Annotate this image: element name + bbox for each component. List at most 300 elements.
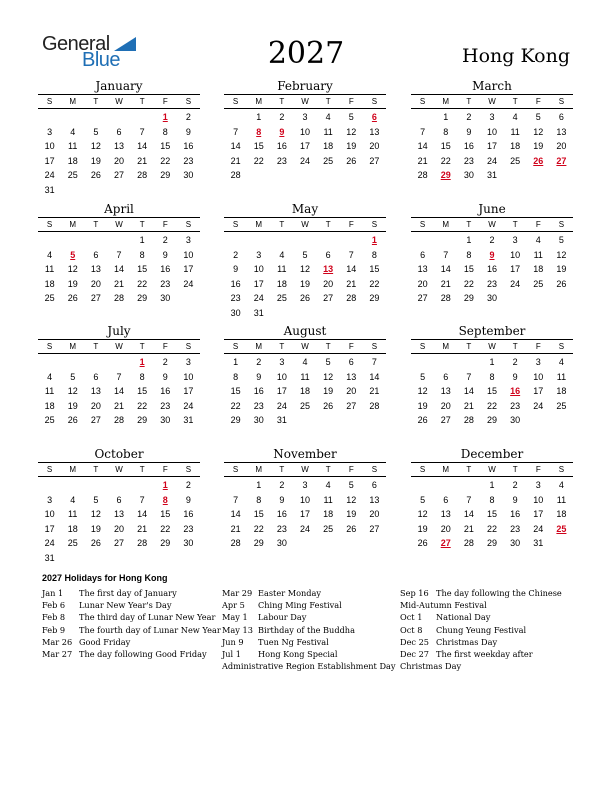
day-cell: 29 <box>160 538 171 549</box>
holiday-date: Dec 25 <box>400 636 430 647</box>
day-cell: 7 <box>420 126 426 137</box>
day-cell: 21 <box>137 155 148 166</box>
day-cell: 23 <box>276 523 287 534</box>
day-cell: 29 <box>137 293 148 304</box>
day-cell: 16 <box>183 509 194 520</box>
weekday-header <box>224 217 386 232</box>
holiday-day-cell: 1 <box>162 112 168 122</box>
day-cell: 10 <box>299 126 310 137</box>
day-cell: 23 <box>463 155 474 166</box>
day-cell: 20 <box>90 278 101 289</box>
day-cell: 6 <box>558 112 564 122</box>
holiday-name: Easter Monday <box>258 588 322 598</box>
day-cell: 16 <box>463 141 474 152</box>
day-cell: 13 <box>90 386 101 397</box>
holiday-date: Jan 1 <box>42 588 64 598</box>
holiday-name: The day following Good Friday <box>79 649 207 660</box>
weekday-header <box>411 217 573 232</box>
day-cell: 18 <box>323 141 334 152</box>
weekday-label: M <box>255 465 263 474</box>
day-cell: 6 <box>93 249 99 260</box>
day-cell: 27 <box>440 415 451 426</box>
day-cell: 21 <box>113 400 124 411</box>
weekday-label: F <box>535 220 541 229</box>
day-cell: 23 <box>230 293 241 304</box>
logo-text-general: General <box>42 33 110 55</box>
day-cell: 25 <box>67 170 78 181</box>
day-cell: 25 <box>299 400 310 411</box>
month-title: April <box>104 202 134 216</box>
day-cell: 12 <box>556 249 567 260</box>
day-cell: 11 <box>300 371 310 382</box>
holiday-item <box>222 648 398 672</box>
day-cell: 23 <box>183 155 194 166</box>
weekday-header <box>411 94 573 109</box>
day-cell: 29 <box>369 293 380 304</box>
day-cell: 13 <box>90 264 101 275</box>
day-cell: 16 <box>230 278 241 289</box>
day-cell: 22 <box>486 523 497 534</box>
day-blank <box>38 233 61 248</box>
day-cell: 17 <box>299 141 310 152</box>
day-cell: 14 <box>369 371 380 382</box>
day-cell: 26 <box>67 415 78 426</box>
day-cell: 31 <box>486 170 497 181</box>
day-cell: 25 <box>510 155 521 166</box>
day-cell: 30 <box>230 307 241 318</box>
days-grid <box>38 109 200 198</box>
day-cell: 24 <box>253 293 264 304</box>
day-cell: 25 <box>67 538 78 549</box>
weekday-header <box>411 462 573 477</box>
day-cell: 17 <box>183 264 194 275</box>
day-cell: 1 <box>466 235 472 245</box>
weekday-label: T <box>466 465 472 474</box>
day-cell: 30 <box>253 415 264 426</box>
day-cell: 29 <box>160 170 171 181</box>
day-cell: 4 <box>302 357 308 367</box>
day-cell: 3 <box>302 112 308 122</box>
day-cell: 25 <box>323 523 334 534</box>
holiday-day-cell: 1 <box>371 235 377 245</box>
day-cell: 22 <box>463 278 474 289</box>
day-cell: 14 <box>440 264 451 275</box>
day-blank <box>61 355 84 370</box>
day-cell: 1 <box>443 112 449 122</box>
day-cell: 30 <box>276 538 287 549</box>
weekday-label: S <box>558 97 565 106</box>
day-cell: 15 <box>230 386 241 397</box>
day-cell: 15 <box>160 509 171 520</box>
weekday-label: F <box>348 465 354 474</box>
day-cell: 14 <box>137 141 148 152</box>
day-cell: 31 <box>44 552 55 563</box>
day-cell: 26 <box>67 293 78 304</box>
day-cell: 17 <box>533 509 544 520</box>
holiday-date: Oct 8 <box>400 624 423 635</box>
day-cell: 3 <box>512 235 518 245</box>
holiday-item <box>400 648 572 672</box>
holiday-name: Christmas Day <box>436 636 498 647</box>
day-cell: 20 <box>113 155 124 166</box>
day-cell: 21 <box>463 400 474 411</box>
day-cell: 28 <box>137 538 148 549</box>
day-cell: 18 <box>556 509 567 520</box>
day-cell: 11 <box>556 494 567 505</box>
days-grid <box>224 477 386 551</box>
day-cell: 5 <box>93 494 99 505</box>
day-cell: 29 <box>137 415 148 426</box>
day-cell: 3 <box>535 480 541 490</box>
holiday-item <box>42 636 222 648</box>
weekday-label: S <box>46 342 53 351</box>
day-cell: 31 <box>533 538 544 549</box>
day-cell: 10 <box>533 494 544 505</box>
weekday-label: S <box>46 220 53 229</box>
weekday-label: M <box>255 97 263 106</box>
day-cell: 22 <box>230 400 241 411</box>
day-cell: 22 <box>160 155 171 166</box>
day-cell: 13 <box>440 386 451 397</box>
weekday-label: S <box>185 465 192 474</box>
month-september <box>411 324 573 428</box>
day-cell: 16 <box>160 264 171 275</box>
holiday-item <box>222 587 398 599</box>
day-cell: 26 <box>417 538 428 549</box>
day-cell: 4 <box>47 249 53 260</box>
day-cell: 27 <box>90 415 101 426</box>
day-cell: 2 <box>233 249 239 260</box>
day-cell: 3 <box>535 357 541 367</box>
day-cell: 8 <box>371 249 377 260</box>
day-cell: 9 <box>279 494 285 505</box>
weekday-label: M <box>69 465 77 474</box>
day-cell: 8 <box>233 371 239 382</box>
day-blank <box>411 233 434 248</box>
day-cell: 17 <box>510 264 521 275</box>
month-december <box>411 447 573 551</box>
weekday-label: W <box>115 465 123 474</box>
day-cell: 20 <box>113 523 124 534</box>
day-cell: 7 <box>466 371 472 382</box>
day-cell: 21 <box>230 523 241 534</box>
day-cell: 1 <box>233 357 239 367</box>
day-blank <box>434 355 457 370</box>
month-august <box>224 324 386 428</box>
day-cell: 30 <box>160 415 171 426</box>
day-blank <box>61 478 84 493</box>
day-cell: 29 <box>463 293 474 304</box>
day-cell: 17 <box>183 386 194 397</box>
weekday-label: S <box>232 465 239 474</box>
weekday-label: S <box>419 220 426 229</box>
holiday-name: The third day of Lunar New Year <box>79 612 216 623</box>
holiday-name: National Day <box>436 612 491 623</box>
day-cell: 25 <box>533 278 544 289</box>
day-cell: 19 <box>346 141 357 152</box>
day-cell: 15 <box>486 509 497 520</box>
day-cell: 29 <box>486 415 497 426</box>
month-title: February <box>277 79 333 93</box>
weekday-header <box>224 339 386 354</box>
day-cell: 19 <box>417 523 428 534</box>
day-cell: 7 <box>443 249 449 260</box>
weekday-label: M <box>442 465 450 474</box>
day-cell: 18 <box>67 523 78 534</box>
month-february <box>224 79 386 183</box>
day-cell: 6 <box>371 480 377 490</box>
weekday-label: T <box>279 97 285 106</box>
day-cell: 7 <box>233 126 239 137</box>
day-cell: 20 <box>417 278 428 289</box>
day-cell: 5 <box>558 235 564 245</box>
day-cell: 22 <box>486 400 497 411</box>
day-cell: 2 <box>185 480 191 490</box>
day-blank <box>38 478 61 493</box>
day-cell: 6 <box>443 371 449 382</box>
calendar-country: Hong Kong <box>462 45 570 67</box>
weekday-label: T <box>512 220 518 229</box>
holiday-day-cell: 25 <box>556 523 567 534</box>
month-title: August <box>283 324 327 338</box>
day-cell: 3 <box>279 357 285 367</box>
month-title: November <box>273 447 337 461</box>
day-cell: 5 <box>302 249 308 260</box>
day-cell: 19 <box>533 141 544 152</box>
day-cell: 5 <box>348 112 354 122</box>
day-cell: 27 <box>369 155 380 166</box>
day-cell: 19 <box>67 400 78 411</box>
weekday-label: M <box>255 342 263 351</box>
day-cell: 7 <box>233 494 239 505</box>
day-blank <box>340 233 363 248</box>
weekday-label: S <box>185 220 192 229</box>
day-cell: 18 <box>44 278 55 289</box>
day-cell: 24 <box>299 155 310 166</box>
day-cell: 2 <box>256 357 262 367</box>
day-cell: 18 <box>510 141 521 152</box>
day-cell: 26 <box>90 170 101 181</box>
day-cell: 19 <box>417 400 428 411</box>
month-april <box>38 202 200 306</box>
weekday-label: S <box>232 342 239 351</box>
weekday-label: F <box>535 342 541 351</box>
day-cell: 12 <box>67 264 78 275</box>
day-blank <box>411 355 434 370</box>
month-june <box>411 202 573 306</box>
day-cell: 16 <box>276 509 287 520</box>
holiday-item <box>400 624 572 636</box>
weekday-label: F <box>162 97 168 106</box>
holiday-day-cell: 5 <box>70 249 76 260</box>
day-cell: 14 <box>230 141 241 152</box>
day-cell: 21 <box>417 155 428 166</box>
day-cell: 4 <box>535 235 541 245</box>
day-cell: 10 <box>183 371 194 382</box>
weekday-label: T <box>279 220 285 229</box>
day-cell: 2 <box>466 112 472 122</box>
day-blank <box>38 110 61 125</box>
day-cell: 15 <box>463 264 474 275</box>
day-cell: 24 <box>533 400 544 411</box>
day-cell: 29 <box>253 538 264 549</box>
holiday-date: Sep 16 <box>400 588 429 598</box>
weekday-header <box>38 462 200 477</box>
logo-text-blue: Blue <box>82 49 121 71</box>
weekday-label: F <box>348 220 354 229</box>
days-grid <box>38 232 200 306</box>
weekday-label: T <box>325 465 331 474</box>
holiday-day-cell: 1 <box>162 480 168 490</box>
day-cell: 20 <box>556 141 567 152</box>
day-cell: 28 <box>113 415 124 426</box>
day-cell: 25 <box>556 400 567 411</box>
holiday-name: Birthday of the Buddha <box>258 624 355 635</box>
weekday-label: S <box>371 97 378 106</box>
holiday-date: Mar 27 <box>42 649 73 660</box>
holiday-name: The fourth day of Lunar New Year <box>79 624 221 635</box>
weekday-label: T <box>93 465 99 474</box>
day-blank <box>411 110 434 125</box>
day-cell: 30 <box>463 170 474 181</box>
weekday-label: T <box>139 465 145 474</box>
weekday-label: T <box>325 342 331 351</box>
day-cell: 30 <box>486 293 497 304</box>
days-grid <box>38 477 200 566</box>
month-title: May <box>291 202 319 216</box>
holiday-name: Ching Ming Festival <box>258 600 342 611</box>
day-cell: 21 <box>230 155 241 166</box>
day-cell: 6 <box>420 249 426 260</box>
day-cell: 23 <box>160 400 171 411</box>
day-cell: 8 <box>489 371 495 382</box>
day-cell: 27 <box>323 293 334 304</box>
day-cell: 8 <box>139 249 145 260</box>
day-cell: 3 <box>185 357 191 367</box>
day-cell: 3 <box>256 249 262 260</box>
day-blank <box>224 478 247 493</box>
holiday-name: The first weekday after Christmas Day <box>400 649 533 672</box>
day-cell: 31 <box>183 415 194 426</box>
day-cell: 4 <box>47 371 53 382</box>
day-blank <box>224 110 247 125</box>
day-cell: 9 <box>466 126 472 137</box>
day-cell: 28 <box>463 538 474 549</box>
day-cell: 10 <box>299 494 310 505</box>
day-cell: 31 <box>253 307 264 318</box>
holiday-date: Dec 27 <box>400 649 430 660</box>
day-cell: 2 <box>162 235 168 245</box>
day-blank <box>457 355 480 370</box>
day-blank <box>38 355 61 370</box>
day-cell: 2 <box>512 480 518 490</box>
day-cell: 26 <box>417 415 428 426</box>
day-cell: 23 <box>276 155 287 166</box>
day-cell: 11 <box>68 509 78 520</box>
day-cell: 6 <box>116 126 122 137</box>
day-blank <box>247 233 270 248</box>
weekday-label: S <box>371 342 378 351</box>
day-cell: 23 <box>183 523 194 534</box>
day-cell: 13 <box>417 264 428 275</box>
day-cell: 14 <box>137 509 148 520</box>
day-cell: 2 <box>279 112 285 122</box>
day-cell: 5 <box>420 494 426 505</box>
day-cell: 25 <box>276 293 287 304</box>
day-cell: 9 <box>162 371 168 382</box>
weekday-label: S <box>558 465 565 474</box>
day-cell: 15 <box>440 141 451 152</box>
holiday-name: The day following the Chinese Mid-Autumn Festival <box>400 588 562 611</box>
day-blank <box>107 233 130 248</box>
day-cell: 15 <box>253 509 264 520</box>
weekday-label: S <box>185 97 192 106</box>
day-blank <box>84 233 107 248</box>
day-cell: 15 <box>137 386 148 397</box>
weekday-label: M <box>442 97 450 106</box>
day-cell: 4 <box>70 494 76 505</box>
day-cell: 21 <box>137 523 148 534</box>
day-cell: 24 <box>183 278 194 289</box>
day-cell: 25 <box>44 293 55 304</box>
day-cell: 18 <box>323 509 334 520</box>
day-blank <box>107 478 130 493</box>
day-cell: 8 <box>139 371 145 382</box>
calendar-year: 2027 <box>267 36 345 71</box>
day-blank <box>84 110 107 125</box>
day-cell: 28 <box>463 415 474 426</box>
weekday-label: T <box>325 220 331 229</box>
weekday-label: S <box>232 97 239 106</box>
day-cell: 19 <box>90 523 101 534</box>
holiday-item <box>222 599 398 611</box>
day-blank <box>107 355 130 370</box>
weekday-label: T <box>139 220 145 229</box>
weekday-label: W <box>488 220 496 229</box>
month-january <box>38 79 200 198</box>
day-cell: 6 <box>443 494 449 505</box>
day-cell: 2 <box>162 357 168 367</box>
holiday-day-cell: 13 <box>323 264 334 275</box>
day-cell: 20 <box>440 523 451 534</box>
weekday-label: W <box>488 97 496 106</box>
holiday-item <box>42 599 222 611</box>
weekday-label: T <box>466 220 472 229</box>
month-november <box>224 447 386 551</box>
days-grid <box>411 232 573 306</box>
day-cell: 31 <box>44 184 55 195</box>
day-cell: 25 <box>44 415 55 426</box>
day-cell: 8 <box>162 126 168 137</box>
holiday-day-cell: 6 <box>371 112 377 122</box>
weekday-label: M <box>69 342 77 351</box>
day-cell: 11 <box>556 371 567 382</box>
day-cell: 8 <box>256 494 262 505</box>
day-cell: 9 <box>162 249 168 260</box>
day-cell: 24 <box>486 155 497 166</box>
day-cell: 11 <box>44 386 55 397</box>
day-cell: 30 <box>183 170 194 181</box>
day-blank <box>411 478 434 493</box>
weekday-label: W <box>488 342 496 351</box>
day-cell: 4 <box>558 480 564 490</box>
day-cell: 20 <box>323 278 334 289</box>
month-title: December <box>460 447 524 461</box>
day-cell: 14 <box>463 386 474 397</box>
weekday-header <box>38 217 200 232</box>
day-cell: 23 <box>510 523 521 534</box>
holiday-day-cell: 1 <box>139 357 145 367</box>
